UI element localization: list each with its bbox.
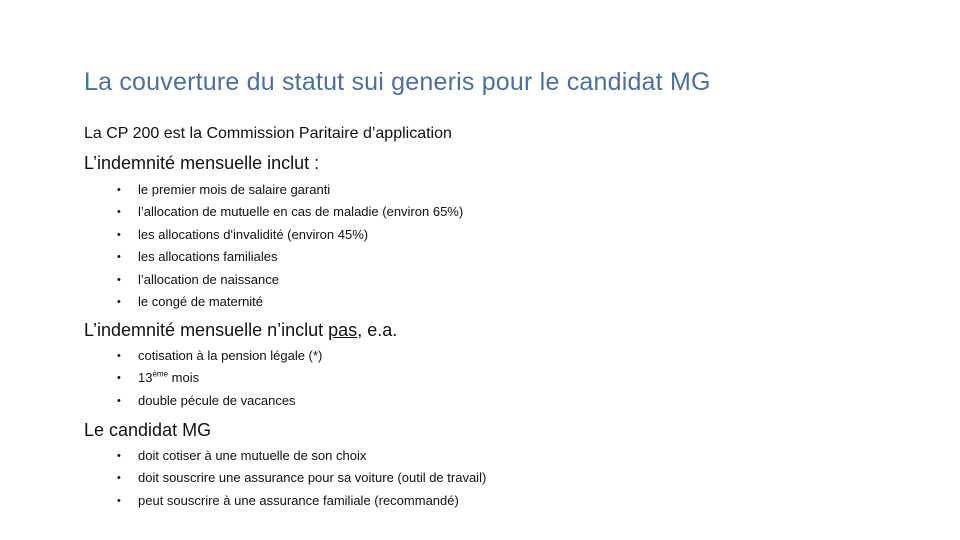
bullet-icon: •: [117, 228, 121, 241]
bullet-icon: •: [117, 273, 121, 286]
bullet-icon: •: [117, 251, 121, 264]
bullet-icon: •: [117, 350, 121, 362]
bullet-icon: •: [117, 372, 121, 385]
list-item: • cotisation à la pension légale (*): [138, 345, 322, 367]
section3-heading: Le candidat MG: [84, 420, 212, 440]
bullet-icon: •: [117, 494, 121, 507]
cp200-line: La CP 200 est la Commission Paritaire d’application: [84, 125, 452, 142]
bullet-icon: •: [117, 394, 121, 407]
bullet-icon: •: [117, 184, 121, 196]
list-item: • 13ème mois: [138, 367, 322, 389]
section1-heading: L’indemnité mensuelle inclut :: [84, 153, 320, 173]
underlined-pas: pas: [328, 320, 358, 340]
slide-title: La couverture du statut sui generis pour le candidat MG: [84, 68, 711, 96]
section2-list: [117, 345, 323, 412]
bullet-icon: •: [117, 450, 121, 462]
list-item: • l’allocation de naissance: [138, 269, 463, 291]
list-item: • les allocations familiales: [138, 246, 463, 268]
bullet-icon: •: [117, 296, 121, 309]
list-item: • double pécule de vacances: [138, 390, 322, 412]
list-item: • l’allocation de mutuelle en cas de maladie (environ 65%): [138, 201, 463, 223]
section2-heading: L’indemnité mensuelle n’inclut pas, e.a.: [84, 320, 398, 340]
section3-list: [117, 445, 487, 512]
bullet-icon: •: [117, 472, 121, 485]
list-item: • peut souscrire à une assurance familiale (recommandé): [138, 490, 486, 512]
list-item: • doit cotiser à une mutuelle de son choix: [138, 445, 486, 467]
list-item: • les allocations d'invalidité (environ 45%): [138, 224, 463, 246]
bullet-icon: •: [117, 206, 121, 219]
section1-list: [117, 179, 464, 313]
list-item: • le premier mois de salaire garanti: [138, 179, 463, 201]
list-item: • le congé de maternité: [138, 291, 463, 313]
list-item: • doit souscrire une assurance pour sa voiture (outil de travail): [138, 467, 486, 489]
